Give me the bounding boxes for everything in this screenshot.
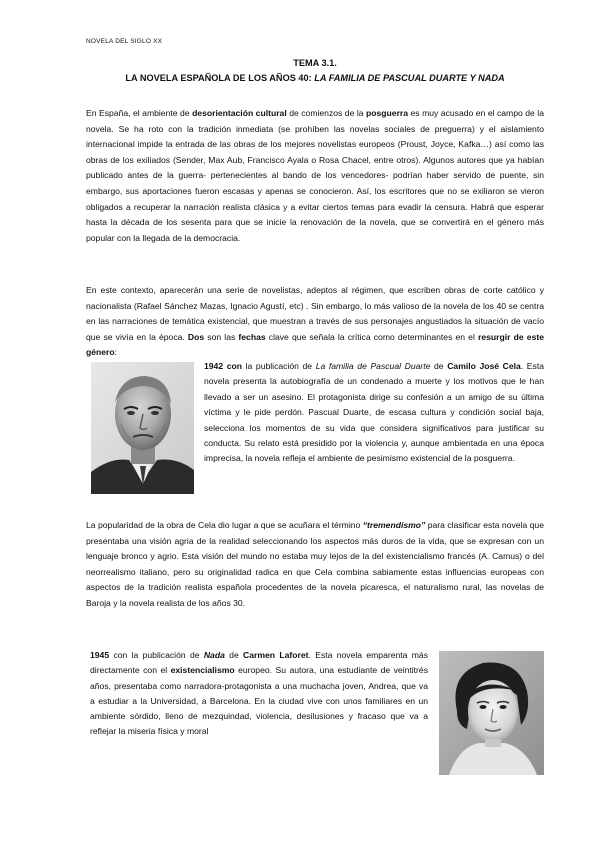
text-run: clave que señala la crítica como determinantes en el <box>265 331 479 342</box>
title-prefix: LA NOVELA ESPAÑOLA DE LOS AÑOS 40: <box>125 73 315 83</box>
text-run: de <box>430 361 448 371</box>
text-run: la publicación de <box>242 361 316 371</box>
title-line-1: TEMA 3.1. <box>293 58 337 68</box>
laforet-1945-text <box>90 648 428 740</box>
text-run: En este contexto, aparecerán una serie de novelistas, adeptos al régimen, que escriben obras de corte católico y nacionalista (Rafael Sánchez Mazas, Ignacio Agustí, etc) . Sin embargo, lo más valioso de la novela de los 40 se centra en las narraciones de temática existencial, que muestran a través de sus personajes angustiados la situación de vacío que se vivía en la época. <box>86 285 544 342</box>
laforet-portrait-photo <box>439 651 544 775</box>
text-run: de <box>224 650 244 660</box>
text-run: es muy acusado en el campo de la novela. Se ha roto con la tradición inmediata (se prohíben las novelas sociales de preguerra) y el aislamiento internacional impide la entrada de las obras de los mejores novelistas europeos (Proust, Joyce, Kafka…) así como las obras de los exiliados (Sender, Max Aub, Francisco Ayala o Rosa Chacel, entre otros). Algunos autores que ya habían publicado antes de la guerra- pertenecientes al bando de los vencedores- podrían haber servido de puente, sin embargo, sus aportaciones fueron escasas y apenas se conocieron. Así, los escritores que no se exiliaron se vieron obligados a recuperar la narración realista clásica y a evitar ciertos temas para evadir la censura. Habrá que esperar hasta la década de los sesenta para que se inicie la renovación de la novela, que se convertirá en el género más popular con la llegada de la democracia. <box>86 108 544 243</box>
text-run: son las <box>204 331 239 342</box>
text-run: : <box>114 347 118 358</box>
bold-run: fechas <box>238 331 266 342</box>
paragraph-intro <box>86 106 544 246</box>
italic-run: La familia de Pascual Duarte <box>315 361 431 371</box>
bold-run: Carmen Laforet <box>243 650 309 660</box>
text-run: En España, el ambiente de <box>86 108 193 118</box>
bold-run: Dos <box>187 331 205 342</box>
bold-italic-run: “tremendismo” <box>362 520 426 530</box>
bold-run: 1942 con <box>204 361 243 371</box>
text-run: La popularidad de la obra de Cela dio lugar a que se acuñara el término <box>86 520 363 530</box>
title-italic: LA FAMILIA DE PASCUAL DUARTE Y NADA <box>314 73 505 83</box>
text-run: de comienzos de la <box>286 108 367 118</box>
cela-1942-text <box>204 359 544 467</box>
title-line-2 <box>86 71 544 86</box>
bold-run: Camilo José Cela <box>447 361 521 371</box>
page-title <box>86 56 544 86</box>
bold-italic-run: Nada <box>203 650 225 660</box>
text-run: para clasificar esta novela que presentaba una visión agria de la realidad seleccionando los aspectos más duros de la vida, que se expresan con un lenguaje bronco y agrio. Esta visión del mundo no estaba muy lejos de la del existencialismo francés (A. Camus) o del neorrealismo italiano, pero su originalidad radica en que Cela combina sabiamente estas influencias europeas con aspectos de la tradición realista española procedentes de la novela picaresca, el naturalismo rural, las novelas de Baroja y la novela realista de los años 30. <box>86 520 544 608</box>
bold-run: existencialismo <box>170 665 235 676</box>
text-run: . Esta novela presenta la autobiografía de un condenado a muerte y los motivos que le han llevado a ser un asesino. El protagonista dirige su confesión a un amigo de su última víctima y le pide perdón. Pascual Duarte, de escasa cultura y condición social baja, selecciona los momentos de su vida que considera significativos para justificar su conducta. Su relato está presidido por la violencia y, aunque ambientada en una época imprecisa, la novela refleja el ambiente de pesimismo existencial de la posguerra. <box>204 361 545 464</box>
bold-run: posguerra <box>366 108 409 118</box>
bold-run: resurgir de este género <box>86 331 544 358</box>
bold-run: 1945 <box>90 650 110 660</box>
text-run: con la publicación de <box>109 650 204 660</box>
text-run: . Esta novela emparenta más directamente con el <box>90 650 429 676</box>
paragraph-context <box>86 283 544 361</box>
text-run: europeo. Su autora, una estudiante de veintitrés años, presentaba como narradora-protagonista a una muchacha joven, Andrea, que va a estudiar a la Universidad, a Barcelona. En la ciudad vive con unos familiares en un ambiente sórdido, lleno de mezquindad, violencia, desilusiones y fracaso que va a reflejar la miseria física y moral <box>90 665 428 737</box>
running-header: NOVELA DEL SIGLO XX <box>86 38 163 45</box>
paragraph-tremendismo <box>86 518 544 612</box>
bold-run: desorientación cultural <box>192 108 287 118</box>
cela-portrait-photo <box>91 362 194 494</box>
